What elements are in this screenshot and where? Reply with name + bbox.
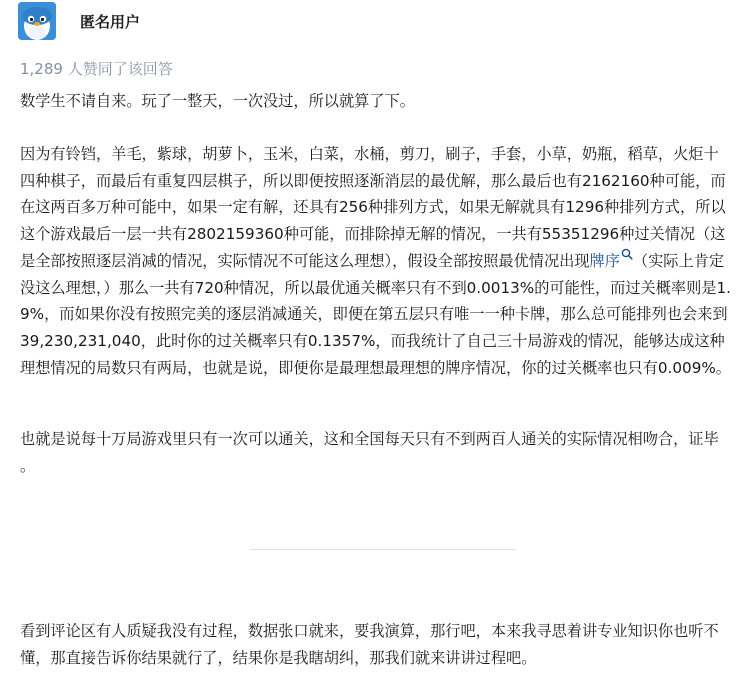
answer-paragraph-main [20,141,732,381]
vote-count-text: 1,289 人赞同了该回答 [20,60,173,78]
anonymous-penguin-avatar-icon [18,2,56,40]
author-name[interactable]: 匿名用户 [80,12,141,31]
answer-paragraph-intro: 数学生不请自来。玩了一整天，一次没过，所以就算了下。 [20,92,415,110]
main-text-before-link: 因为有铃铛，羊毛，紫球，胡萝卜，玉米，白菜，水桶，剪刀，刷子，手套，小草，奶瓶，稻草，火炬十四种棋子，而最后有重复四层棋子，所以即便按照逐渐消层的最优解，那么最后也有2162160种可能，而在这两百多万种可能中，如果一定有解，还具有256种排列方式，如果无解就具有1296种排列方式，所以这个游戏最后一层一共有2802159360种可能，而排除掉无解的情况，一共有55351296种过关情况（这是全部按照逐层消减的情况，实际情况不可能这么理想），假设全部按照最优情况出现 [20,145,726,270]
watermark-logo-icon [6,658,28,680]
author-avatar[interactable] [18,2,56,40]
answer-paragraph-conclusion: 也就是说每十万局游戏里只有一次可以通关，这和全国每天只有不到两百人通关的实际情况相吻合，证毕。 [20,430,719,475]
inline-search-link[interactable] [590,252,633,270]
answer-paragraph-followup: 看到评论区有人质疑我没有过程，数据张口就来，要我演算，那行吧，本来我寻思着讲专业知识你也听不懂，那直接告诉你结果就行了，结果你是我瞎胡纠，那我们就来讲讲过程吧。 [20,622,719,667]
inline-search-link-text: 牌序 [589,251,620,270]
answer-author-header [18,2,140,40]
main-text-after-link: （实际上肯定没这么理想，）那么一共有720种情况，所以最优通关概率只有不到0.0013%的可能性，而过关概率则是1.9%，而如果你没有按照完美的逐层消减通关，即便在第五层只有唯一一种卡牌，那么总可能排列也会来到39,230,231,040，此时你的过关概率只有0.1357%，而我统计了自己三十局游戏的情况，能够达成这种理想情况的局数只有两局，也就是说，即便你是最理想最理想的牌序情况，你的过关概率也只有0.009%。 [20,251,731,377]
section-divider [250,549,516,550]
search-icon [621,248,633,260]
watermark [6,658,28,680]
